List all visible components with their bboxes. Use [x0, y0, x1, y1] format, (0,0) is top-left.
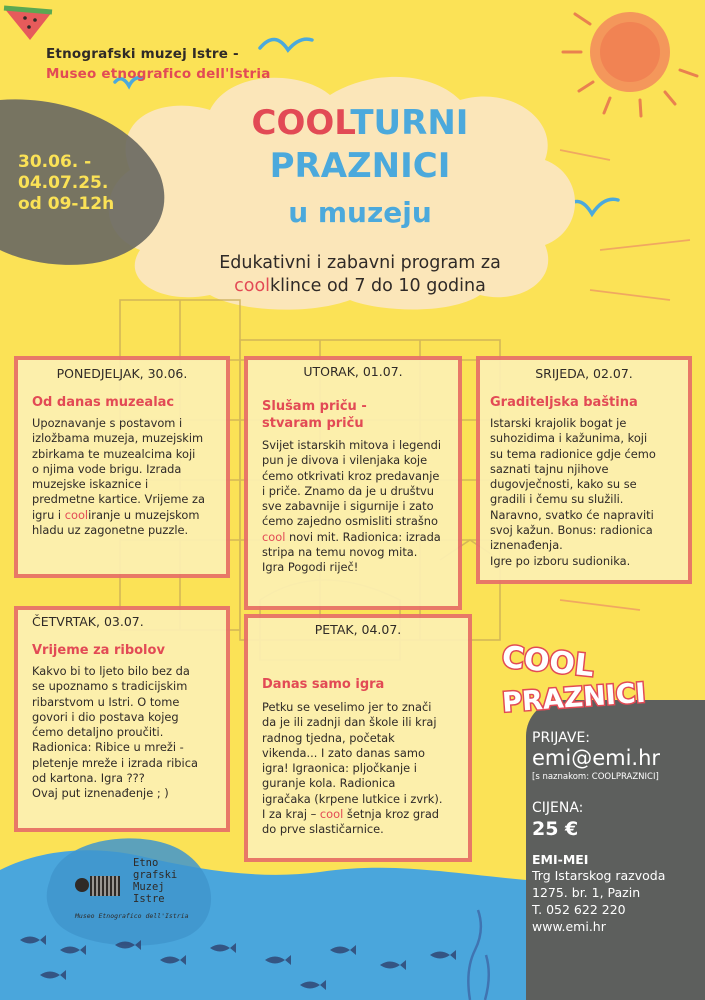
time-line: od 09-12h [18, 194, 115, 214]
desc-line: Radionica: Ribice u mreži - [32, 740, 184, 755]
desc-line: i priče. Znamo da je u društvu [262, 483, 435, 498]
day-heading: PONEDJELJAK, 30.06. [56, 366, 188, 381]
subtitle-rest: klince od 7 do 10 godina [270, 276, 486, 296]
desc-line: predmetne kartice. Vrijeme za [32, 492, 206, 507]
logo-line: grafski [133, 869, 178, 881]
museum-name-italian: Museo etnografico dell'Istria [46, 66, 271, 82]
logo-pattern-icon [90, 876, 120, 896]
desc-line [32, 508, 205, 523]
desc-line: od kartona. Igra ??? [32, 771, 145, 786]
day-title: Graditeljska baština [490, 395, 638, 410]
desc-line: Igra Pogodi riječ! [262, 560, 359, 575]
desc-line: zbirkama te muzealcima koji [32, 446, 196, 461]
logo-text [133, 857, 177, 905]
day-card-monday [14, 356, 230, 578]
desc-line: Naravno, svatko će napraviti [490, 507, 654, 522]
desc-line: hladu uz zagonetne puzzle. [32, 523, 189, 538]
desc-line: Igre po izboru sudionika. [490, 553, 631, 568]
day-card-tuesday [244, 356, 462, 610]
day-card-wednesday [476, 356, 692, 584]
logo-line: Muzej [133, 881, 165, 893]
desc-line: guranje kola. Radionica [262, 776, 396, 791]
desc-line: igra! Igraonica: pljočkanje i [262, 761, 417, 776]
desc-line: gradili i čemu su služili. [490, 492, 624, 507]
museum-name-croatian: Etnografski muzej Istre - [46, 46, 239, 62]
day-title: Vrijeme za ribolov [32, 643, 165, 658]
desc-line: svoj kažun. Bonus: radionica [490, 523, 653, 538]
day-heading: PETAK, 04.07. [314, 622, 402, 637]
event-dates [18, 152, 138, 215]
desc-line: sve zabavnije i sigurnije i zato [262, 499, 434, 514]
desc-line: iznenađenja. [490, 538, 563, 553]
desc-line [262, 807, 442, 822]
desc-line: o njima vode brigu. Izrada [32, 461, 182, 476]
desc-line: ribarstvom u Istri. O tome [32, 694, 180, 709]
day-description [490, 416, 656, 569]
desc-line: Svijet istarskih mitova i legendi [262, 438, 442, 452]
date-line: 30.06. - [18, 152, 92, 172]
desc-line: su tema radionice gdje ćemo [490, 446, 656, 461]
cijena-label: CIJENA: [532, 800, 584, 816]
logo-mark-icon [75, 878, 89, 892]
desc-line: ćemo zajedno osmisliti strašno [262, 514, 438, 529]
subtitle-cool: cool [234, 276, 271, 296]
title-line: Slušam priču - [262, 399, 367, 414]
desc-line: suhozidima i kažunima, koji [490, 431, 648, 446]
day-title: Danas samo igra [262, 677, 385, 692]
logo-subtitle: Museo Etnografico dell'Istria [75, 912, 189, 920]
desc-line: saznati tajnu njihove [490, 461, 609, 476]
sun-icon [563, 12, 697, 116]
subtitle [150, 252, 570, 298]
desc-line: Petku se veselimo jer to znači [262, 700, 432, 714]
desc-line: igračaka (krpene lutkice i zvrk). [262, 791, 443, 806]
day-heading: SRIJEDA, 02.07. [535, 366, 633, 381]
stamp-line-1: COOL [500, 640, 596, 685]
desc-line: pletenje mreže i izrada ribica [32, 755, 198, 770]
title-praznici: PRAZNICI [269, 146, 451, 186]
address-line-1: Trg Istarskog razvoda [532, 868, 666, 883]
desc-line: dugovječnosti, kako su se [490, 477, 637, 492]
day-card-friday [244, 614, 472, 862]
phone: T. 052 622 220 [532, 902, 626, 917]
info-panel [526, 700, 705, 1000]
title-cool: COOL [251, 103, 351, 143]
logo-line: Istre [133, 893, 165, 905]
title-turni: TURNI [350, 103, 469, 143]
address-line-2: 1275. br. 1, Pazin [532, 885, 641, 900]
day-title [262, 398, 367, 432]
desc-line: Kakvo bi to ljeto bilo bez da [32, 664, 190, 678]
subtitle-line-1: Edukativni i zabavni program za [219, 253, 501, 273]
desc-line: ćemo detaljno proučiti. [32, 725, 164, 740]
logo-blob [47, 838, 211, 945]
watermelon-icon [4, 8, 52, 40]
desc-line: da je ili zadnji dan škole ili kraj [262, 715, 437, 730]
day-card-thursday [14, 606, 230, 832]
day-heading: UTORAK, 01.07. [303, 364, 403, 379]
desc-cool: cool [262, 529, 286, 544]
desc-line: se upoznamo s tradicijskim [32, 679, 188, 694]
title-line: stvaram priču [262, 416, 364, 431]
day-description [262, 700, 442, 838]
date-line: 04.07.25. [18, 173, 109, 193]
logo-line: Etno [133, 857, 159, 869]
day-heading: ČETVRTAK, 03.07. [32, 614, 144, 629]
desc-fragment: iranje u muzejskom [88, 507, 200, 522]
email-note: [s naznakom: COOLPRAZNICI] [532, 772, 659, 782]
desc-line: vikenda... I zato danas samo [262, 745, 425, 760]
desc-cool: cool [64, 507, 89, 522]
cool-praznici-stamp [494, 640, 684, 720]
desc-line [262, 530, 441, 545]
stamp-line-2: PRAZNICI [501, 677, 647, 719]
desc-line: do prve slastičarnice. [262, 822, 384, 837]
price: 25 € [532, 818, 579, 840]
subtitle-line-2 [150, 275, 570, 298]
desc-line: Istarski krajolik bogat je [490, 416, 627, 430]
desc-line: izložbama muzeja, muzejskim [32, 431, 204, 446]
email-link[interactable]: emi@emi.hr [532, 746, 661, 770]
title-line-1 [180, 103, 540, 143]
day-description [32, 664, 198, 802]
desc-fragment: igru i [32, 507, 65, 522]
prijave-label: PRIJAVE: [532, 730, 591, 746]
title-u-muzeju: u muzeju [288, 196, 432, 229]
desc-fragment: šetnja kroz grad [343, 807, 440, 822]
day-description [32, 416, 205, 538]
desc-fragment: I za kraj – [262, 807, 320, 822]
desc-fragment: novi mit. Radionica: izrada [285, 529, 441, 544]
desc-line: govori i dio postava kojeg [32, 709, 179, 724]
desc-line: radnog tjedna, početak [262, 730, 395, 745]
desc-cool: cool [319, 807, 344, 822]
day-title: Od danas muzealac [32, 395, 175, 410]
desc-line: pun je divova i vilenjaka koje [262, 453, 428, 468]
website-link[interactable]: www.emi.hr [532, 919, 606, 934]
desc-line: Ovaj put iznenađenje ; ) [32, 786, 169, 801]
desc-line: muzejske iskaznice i [32, 477, 149, 492]
desc-line: Upoznavanje s postavom i [32, 416, 183, 430]
day-description [262, 438, 441, 576]
desc-line: ćemo otkrivati kroz predavanje [262, 468, 440, 483]
desc-line: stripa na temu novog mita. [262, 545, 418, 560]
org-name: EMI-MEI [532, 852, 589, 867]
